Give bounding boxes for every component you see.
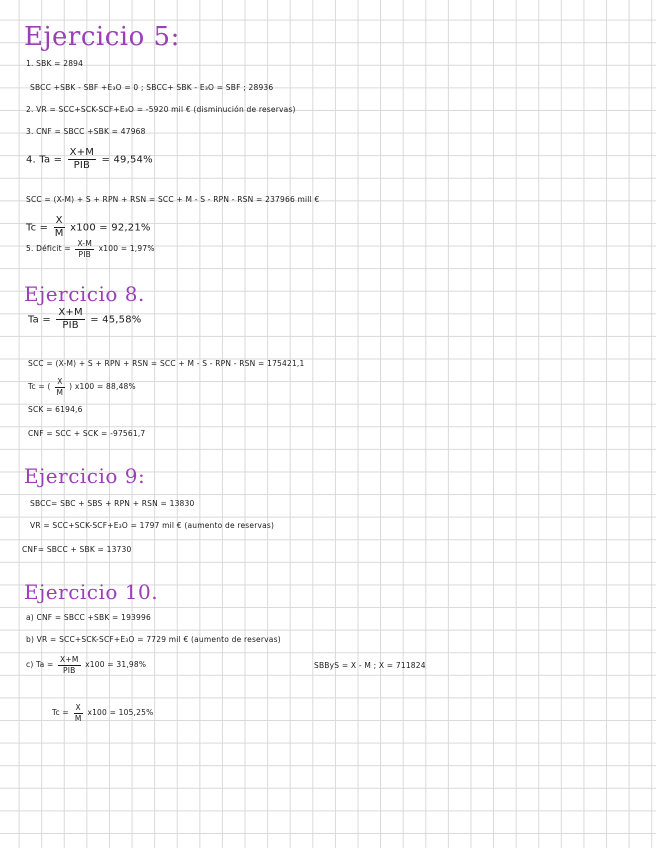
ex10-line-2: b) VR = SCC+SCK-SCF+E₃O = 7729 mil € (aumento de reservas) xyxy=(26,635,281,644)
ejercicio-10-title: Ejercicio 10. xyxy=(24,580,159,604)
ex5-line-7 xyxy=(26,216,151,239)
ex5-line-4: 3. CNF = SBCC +SBK = 47968 xyxy=(26,127,146,136)
ex5-tc-numerator: X xyxy=(55,215,63,226)
ex5-ta-fraction xyxy=(68,148,96,171)
ex10-line-4 xyxy=(52,704,153,722)
ex8-tc-result: ) x100 = 88,48% xyxy=(69,382,136,391)
ex10-tc-result: x100 = 105,25% xyxy=(87,708,154,717)
ex5-tc-denominator: M xyxy=(54,228,64,239)
ex10-ta-numerator: X+M xyxy=(60,655,79,664)
ex8-ta-label: Ta = xyxy=(28,314,51,326)
ex10-tc-label: Tc = xyxy=(52,708,69,717)
ex10-line-1: a) CNF = SBCC +SBK = 193996 xyxy=(26,613,151,622)
ex8-ta-fraction xyxy=(56,308,84,331)
ex8-line-2: SCC = (X-M) + S + RPN + RSN = SCC + M - S - RPN - RSN = 175421,1 xyxy=(28,359,305,368)
ex5-deficit-denominator: PIB xyxy=(78,249,91,259)
ex10-ta-fraction xyxy=(58,656,81,674)
ex8-tc-denominator: M xyxy=(56,387,64,397)
ex5-line-6: SCC = (X-M) + S + RPN + RSN = SCC + M - S - RPN - RSN = 237966 mill € xyxy=(26,195,320,204)
ex8-tc-fraction xyxy=(55,378,64,396)
ex5-line-5 xyxy=(26,148,153,171)
ex5-deficit-numerator: X-M xyxy=(77,239,93,248)
ex5-tc-fraction xyxy=(54,216,65,239)
ex8-ta-denominator: PIB xyxy=(62,320,79,331)
ejercicio-9-title: Ejercicio 9: xyxy=(24,464,146,488)
ex5-tc-result: x100 = 92,21% xyxy=(70,222,151,234)
ex10-line-3 xyxy=(26,656,146,674)
ex5-line-3: 2. VR = SCC+SCK-SCF+E₃O = -5920 mil € (disminución de reservas) xyxy=(26,105,296,114)
ex5-tc-label: Tc = xyxy=(26,222,49,234)
ex5-deficit-result: x100 = 1,97% xyxy=(98,244,155,253)
ex8-line-3 xyxy=(28,378,136,396)
ex10-ta-label: c) Ta = xyxy=(26,660,54,669)
ex9-line-3: CNF= SBCC + SBK = 13730 xyxy=(22,545,132,554)
ex8-tc-numerator: X xyxy=(57,377,63,386)
ex10-ta-denominator: PIB xyxy=(63,665,76,675)
ex8-tc-label: Tc = ( xyxy=(28,382,51,391)
ex10-ta-result: x100 = 31,98% xyxy=(85,660,147,669)
ex10-tc-denominator: M xyxy=(74,713,82,723)
ex10-tc-fraction xyxy=(74,704,83,722)
ex10-tc-numerator: X xyxy=(75,703,81,712)
ex5-ta-numerator: X+M xyxy=(69,147,95,158)
ex5-ta-denominator: PIB xyxy=(73,160,91,171)
ex10-side-note: SBByS = X - M ; X = 711824 xyxy=(314,661,426,670)
ejercicio-5-title: Ejercicio 5: xyxy=(24,22,180,52)
ex9-line-2: VR = SCC+SCK-SCF+E₃O = 1797 mil € (aumento de reservas) xyxy=(30,521,275,530)
ex9-line-1: SBCC= SBC + SBS + RPN + RSN = 13830 xyxy=(30,499,195,508)
ex8-line-5: CNF = SCC + SCK = -97561,7 xyxy=(28,429,146,438)
ex8-ta-result: = 45,58% xyxy=(90,314,142,326)
ex5-ta-result: = 49,54% xyxy=(101,154,153,166)
ex8-ta-numerator: X+M xyxy=(58,307,83,318)
ex5-deficit-fraction xyxy=(75,240,94,258)
ex8-line-1 xyxy=(28,308,142,331)
ex5-line-2: SBCC +SBK - SBF +E₃O = 0 ; SBCC+ SBK - E₃O = SBF ; 28936 xyxy=(30,83,274,92)
ex5-deficit-label: 5. Déficit = xyxy=(26,244,71,253)
ex5-line-1: 1. SBK = 2894 xyxy=(26,59,84,68)
ex8-line-4: SCK = 6194,6 xyxy=(28,405,83,414)
ex5-line-8 xyxy=(26,240,155,258)
ex5-ta-label: 4. Ta = xyxy=(26,154,63,166)
ejercicio-8-title: Ejercicio 8. xyxy=(24,282,145,306)
